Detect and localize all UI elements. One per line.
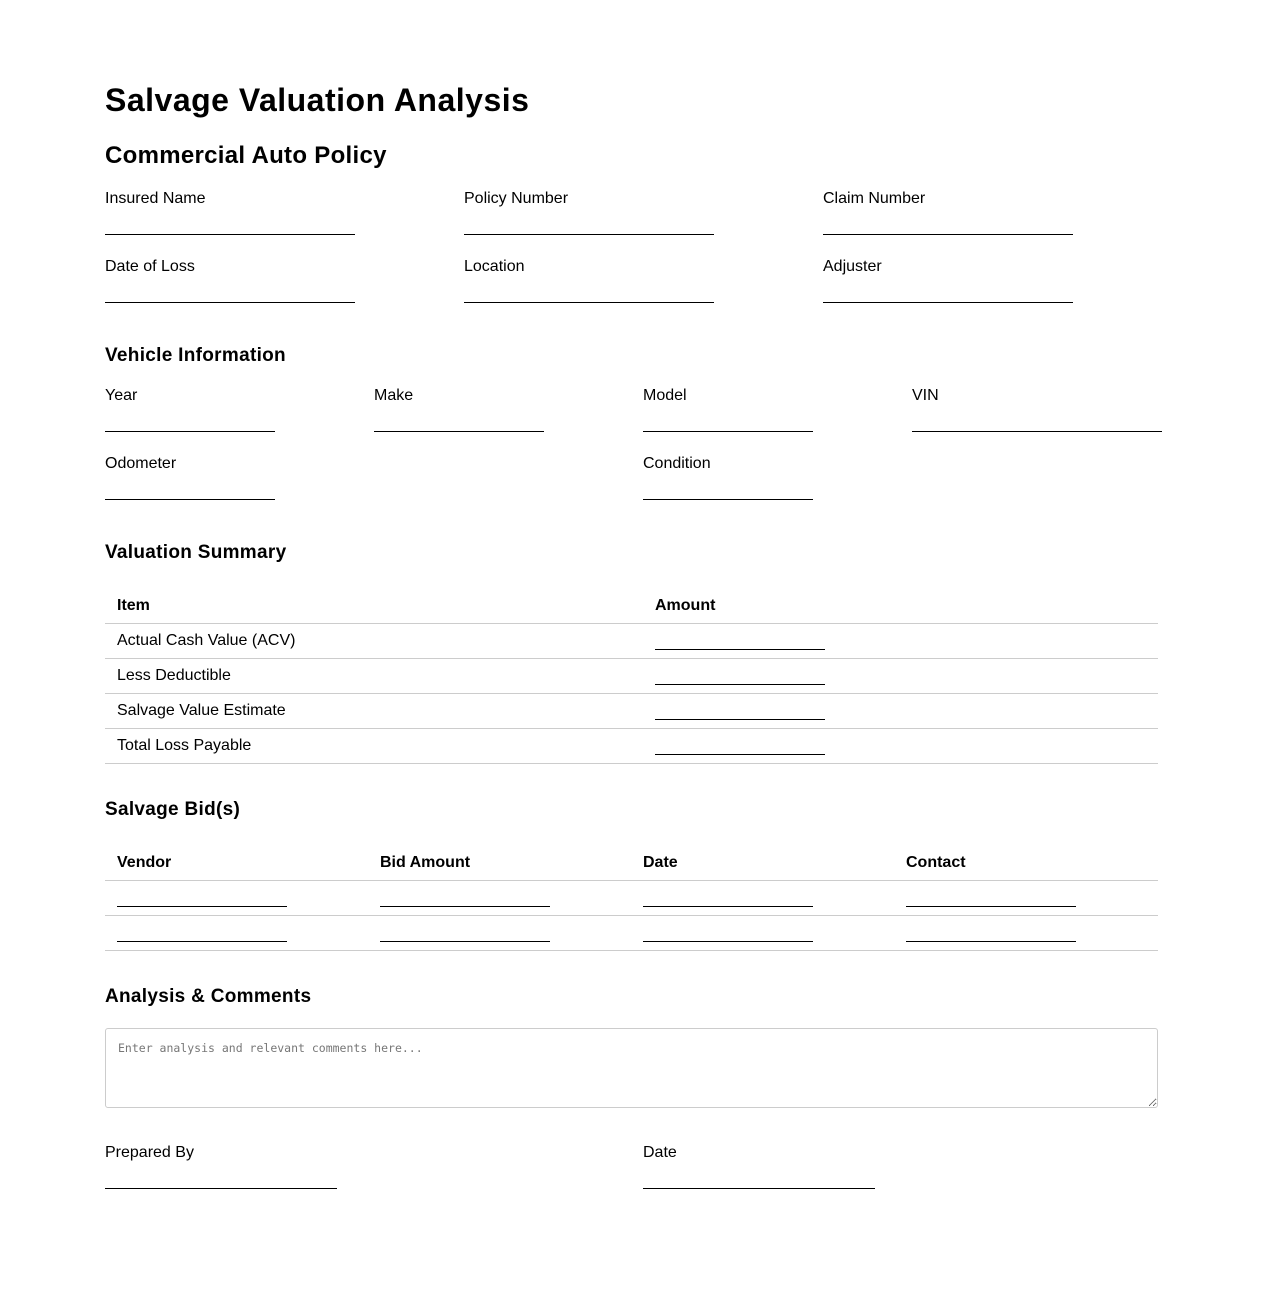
claim-number-input-line[interactable] <box>823 234 1073 235</box>
table-row <box>105 881 1158 916</box>
claim-number-label: Claim Number <box>823 190 926 207</box>
total-loss-payable-amount-input[interactable] <box>655 739 825 755</box>
year-label: Year <box>105 387 138 404</box>
column-header-date: Date <box>631 845 894 881</box>
valuation-section-heading: Valuation Summary <box>105 542 287 563</box>
year-field[interactable] <box>105 387 137 405</box>
analysis-comments-textarea[interactable] <box>105 1028 1158 1108</box>
salvage-bids-table <box>105 845 1158 951</box>
row-item-label: Actual Cash Value (ACV) <box>105 624 643 659</box>
policy-number-field[interactable] <box>464 190 568 208</box>
signoff-date-label: Date <box>643 1144 677 1161</box>
bid-amount-input[interactable] <box>380 891 550 907</box>
bid-date-input[interactable] <box>643 891 813 907</box>
location-input-line[interactable] <box>464 302 714 303</box>
page-title: Salvage Valuation Analysis <box>105 82 530 118</box>
column-header-contact: Contact <box>894 845 1158 881</box>
valuation-table <box>105 588 1158 764</box>
condition-label: Condition <box>643 455 711 472</box>
vin-input-line[interactable] <box>912 431 1162 432</box>
prepared-by-field[interactable] <box>105 1144 194 1162</box>
column-header-bid-amount: Bid Amount <box>368 845 631 881</box>
vin-field[interactable] <box>912 387 939 405</box>
contact-input[interactable] <box>906 891 1076 907</box>
bids-header-row <box>105 845 1158 881</box>
prepared-by-signature-line[interactable] <box>105 1188 337 1189</box>
column-header-vendor: Vendor <box>105 845 368 881</box>
odometer-input-line[interactable] <box>105 499 275 500</box>
location-label: Location <box>464 258 525 275</box>
signoff-date-line[interactable] <box>643 1188 875 1189</box>
valuation-header-row <box>105 588 1158 624</box>
deductible-amount-input[interactable] <box>655 669 825 685</box>
make-field[interactable] <box>374 387 413 405</box>
date-of-loss-label: Date of Loss <box>105 258 195 275</box>
table-row <box>105 694 1158 729</box>
acv-amount-input[interactable] <box>655 634 825 650</box>
bid-amount-input[interactable] <box>380 926 550 942</box>
make-label: Make <box>374 387 414 404</box>
model-label: Model <box>643 387 687 404</box>
vehicle-section-heading: Vehicle Information <box>105 345 286 366</box>
vendor-input[interactable] <box>117 926 287 942</box>
prepared-by-label: Prepared By <box>105 1144 194 1161</box>
date-of-loss-input-line[interactable] <box>105 302 355 303</box>
vendor-input[interactable] <box>117 891 287 907</box>
table-row <box>105 916 1158 951</box>
year-input-line[interactable] <box>105 431 275 432</box>
row-item-label: Salvage Value Estimate <box>105 694 643 729</box>
bid-date-input[interactable] <box>643 926 813 942</box>
claim-number-field[interactable] <box>823 190 925 208</box>
table-row <box>105 659 1158 694</box>
signoff-date-field[interactable] <box>643 1144 677 1162</box>
model-input-line[interactable] <box>643 431 813 432</box>
table-row <box>105 729 1158 764</box>
condition-input-line[interactable] <box>643 499 813 500</box>
insured-name-field[interactable] <box>105 190 206 208</box>
insured-name-input-line[interactable] <box>105 234 355 235</box>
insured-name-label: Insured Name <box>105 190 206 207</box>
policy-number-input-line[interactable] <box>464 234 714 235</box>
policy-number-label: Policy Number <box>464 190 569 207</box>
date-of-loss-field[interactable] <box>105 258 195 276</box>
contact-input[interactable] <box>906 926 1076 942</box>
adjuster-input-line[interactable] <box>823 302 1073 303</box>
odometer-field[interactable] <box>105 455 176 473</box>
location-field[interactable] <box>464 258 525 276</box>
row-item-label: Total Loss Payable <box>105 729 643 764</box>
policy-section-heading: Commercial Auto Policy <box>105 142 387 169</box>
column-header-amount: Amount <box>643 588 1158 624</box>
condition-field[interactable] <box>643 455 711 473</box>
comments-section-heading: Analysis & Comments <box>105 986 312 1007</box>
salvage-estimate-amount-input[interactable] <box>655 704 825 720</box>
column-header-item: Item <box>105 588 643 624</box>
row-item-label: Less Deductible <box>105 659 643 694</box>
vin-label: VIN <box>912 387 939 404</box>
odometer-label: Odometer <box>105 455 177 472</box>
adjuster-field[interactable] <box>823 258 882 276</box>
table-row <box>105 624 1158 659</box>
bids-section-heading: Salvage Bid(s) <box>105 799 241 820</box>
adjuster-label: Adjuster <box>823 258 882 275</box>
model-field[interactable] <box>643 387 687 405</box>
make-input-line[interactable] <box>374 431 544 432</box>
